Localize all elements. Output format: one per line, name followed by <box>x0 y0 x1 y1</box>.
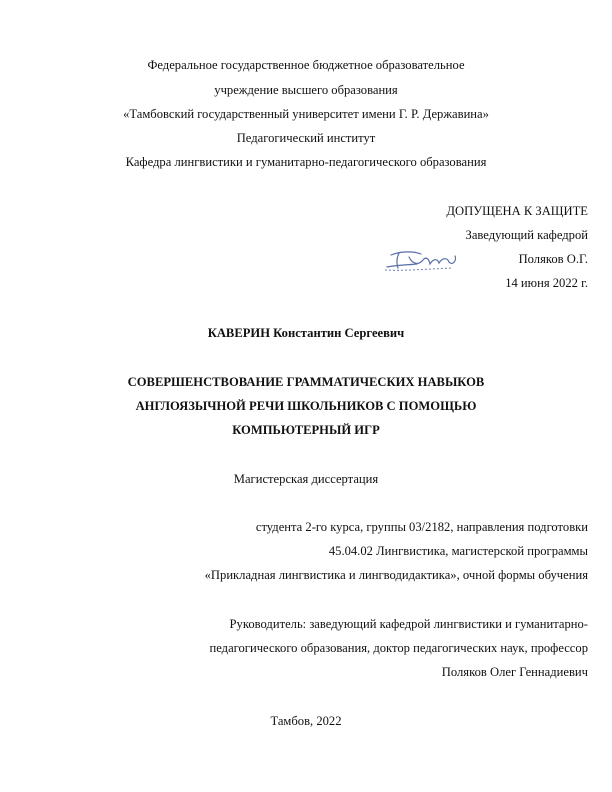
supervisor-line-2: педагогического образования, доктор педагогических наук, профессор <box>209 641 588 655</box>
approval-date: 14 июня 2022 г. <box>505 276 588 290</box>
approval-position: Заведующий кафедрой <box>465 228 588 242</box>
work-type: Магистерская диссертация <box>233 472 379 486</box>
approval-heading: ДОПУЩЕНА К ЗАЩИТЕ <box>446 204 588 218</box>
department-name: Кафедра лингвистики и гуманитарно-педагогического образования <box>125 155 487 169</box>
title-line-1: СОВЕРШЕНСТВОВАНИЕ ГРАММАТИЧЕСКИХ НАВЫКОВ <box>127 375 485 389</box>
title-line-2: АНГЛОЯЗЫЧНОЙ РЕЧИ ШКОЛЬНИКОВ С ПОМОЩЬЮ <box>135 399 477 413</box>
author-name: КАВЕРИН Константин Сергеевич <box>207 326 405 340</box>
institution-line-3: «Тамбовский государственный университет имени Г. Р. Державина» <box>123 107 489 121</box>
institute-name: Педагогический институт <box>236 131 376 145</box>
place-year: Тамбов, 2022 <box>270 714 342 728</box>
signature-image <box>383 247 463 275</box>
title-line-3: КОМПЬЮТЕРНЫЙ ИГР <box>232 423 380 437</box>
approval-name: Поляков О.Г. <box>518 252 588 266</box>
student-info-line-1: студента 2-го курса, группы 03/2182, направления подготовки <box>255 520 588 534</box>
institution-line-2: учреждение высшего образования <box>214 83 398 97</box>
institution-line-1: Федеральное государственное бюджетное образовательное <box>147 58 465 72</box>
student-info-line-2: 45.04.02 Лингвистика, магистерской программы <box>328 544 588 558</box>
student-info-line-3: «Прикладная лингвистика и лингводидактика», очной формы обучения <box>204 568 588 582</box>
supervisor-line-1: Руководитель: заведующий кафедрой лингвистики и гуманитарно- <box>229 617 588 631</box>
supervisor-name: Поляков Олег Геннадиевич <box>441 665 588 679</box>
